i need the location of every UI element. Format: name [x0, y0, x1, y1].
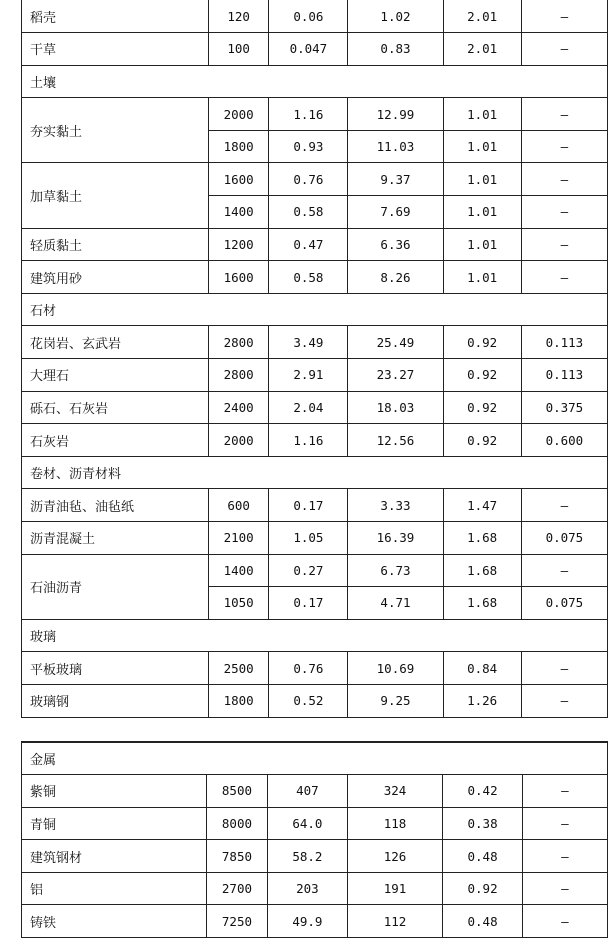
material-name: 稻壳 [22, 0, 209, 33]
value-cell: 1.16 [269, 98, 348, 131]
material-name: 砾石、石灰岩 [22, 391, 209, 424]
value-cell: 1.01 [443, 130, 521, 163]
value-cell: 1.01 [443, 228, 521, 261]
table-row [22, 775, 608, 808]
table-row [22, 359, 608, 392]
value-cell: 1.01 [443, 98, 521, 131]
value-cell: 25.49 [348, 326, 443, 359]
category-label: 石材 [22, 293, 608, 326]
value-cell: 8500 [206, 775, 267, 808]
value-cell: — [521, 261, 607, 294]
value-cell: 0.075 [521, 587, 607, 620]
value-cell: 0.47 [269, 228, 348, 261]
value-cell: — [521, 33, 607, 66]
value-cell: 0.84 [443, 652, 521, 685]
material-name: 夯实黏土 [22, 98, 209, 163]
table-row [22, 228, 608, 261]
value-cell: 1600 [208, 163, 268, 196]
value-cell: 2000 [208, 98, 268, 131]
value-cell: — [521, 652, 607, 685]
category-label: 卷材、沥青材料 [22, 456, 608, 489]
value-cell: 1.01 [443, 196, 521, 229]
value-cell: 0.075 [521, 522, 607, 555]
value-cell: 7850 [206, 840, 267, 873]
value-cell: 2800 [208, 326, 268, 359]
value-cell: 12.56 [348, 424, 443, 457]
value-cell: 2400 [208, 391, 268, 424]
category-row [22, 456, 608, 489]
material-name: 沥青油毡、油毡纸 [22, 489, 209, 522]
table-row [22, 33, 608, 66]
value-cell: 2.01 [443, 0, 521, 33]
value-cell: — [521, 163, 607, 196]
value-cell: 3.49 [269, 326, 348, 359]
value-cell: 9.25 [348, 684, 443, 717]
value-cell: 1.68 [443, 522, 521, 555]
table-row [22, 326, 608, 359]
value-cell: 1.26 [443, 684, 521, 717]
material-name: 平板玻璃 [22, 652, 209, 685]
value-cell: 18.03 [348, 391, 443, 424]
value-cell: 0.52 [269, 684, 348, 717]
value-cell: 2100 [208, 522, 268, 555]
value-cell: — [521, 196, 607, 229]
material-name: 铝 [22, 872, 207, 905]
category-label: 土壤 [22, 65, 608, 98]
value-cell: 0.375 [521, 391, 607, 424]
value-cell: 0.76 [269, 163, 348, 196]
value-cell: 1.68 [443, 554, 521, 587]
table-row [22, 684, 608, 717]
table-row [22, 652, 608, 685]
table-row [22, 807, 608, 840]
material-name: 石油沥青 [22, 554, 209, 619]
value-cell: 1.02 [348, 0, 443, 33]
value-cell: 0.17 [269, 489, 348, 522]
value-cell: 1.05 [269, 522, 348, 555]
value-cell: — [522, 775, 607, 808]
materials-table-upper [21, 0, 608, 718]
value-cell: 1600 [208, 261, 268, 294]
value-cell: 0.113 [521, 359, 607, 392]
value-cell: 1.16 [269, 424, 348, 457]
value-cell: 0.48 [443, 905, 523, 938]
value-cell: 49.9 [268, 905, 348, 938]
value-cell: 407 [268, 775, 348, 808]
value-cell: 6.73 [348, 554, 443, 587]
value-cell: — [522, 905, 607, 938]
materials-table-lower [21, 741, 608, 938]
value-cell: 8.26 [348, 261, 443, 294]
material-name: 青铜 [22, 807, 207, 840]
value-cell: — [521, 554, 607, 587]
value-cell: 0.58 [269, 196, 348, 229]
table-row [22, 0, 608, 33]
material-name: 加草黏土 [22, 163, 209, 228]
value-cell: — [521, 0, 607, 33]
value-cell: 191 [347, 872, 443, 905]
value-cell: 1800 [208, 684, 268, 717]
category-row [22, 65, 608, 98]
value-cell: 0.76 [269, 652, 348, 685]
value-cell: 58.2 [268, 840, 348, 873]
value-cell: 64.0 [268, 807, 348, 840]
value-cell: — [521, 489, 607, 522]
table-row [22, 905, 608, 938]
value-cell: 0.92 [443, 326, 521, 359]
value-cell: 7.69 [348, 196, 443, 229]
value-cell: 0.92 [443, 424, 521, 457]
value-cell: 0.92 [443, 872, 523, 905]
material-name: 铸铁 [22, 905, 207, 938]
table-row [22, 163, 608, 196]
material-name: 紫铜 [22, 775, 207, 808]
material-name: 干草 [22, 33, 209, 66]
table-row [22, 840, 608, 873]
value-cell: 1400 [208, 196, 268, 229]
value-cell: 2.04 [269, 391, 348, 424]
value-cell: 4.71 [348, 587, 443, 620]
material-name: 大理石 [22, 359, 209, 392]
table-row [22, 554, 608, 587]
table-row [22, 522, 608, 555]
value-cell: 8000 [206, 807, 267, 840]
category-row [22, 742, 608, 775]
value-cell: 120 [208, 0, 268, 33]
value-cell: 118 [347, 807, 443, 840]
material-name: 花岗岩、玄武岩 [22, 326, 209, 359]
value-cell: 0.83 [348, 33, 443, 66]
value-cell: 2700 [206, 872, 267, 905]
table-row [22, 98, 608, 131]
value-cell: — [521, 98, 607, 131]
value-cell: 1400 [208, 554, 268, 587]
value-cell: 2.01 [443, 33, 521, 66]
value-cell: 2500 [208, 652, 268, 685]
value-cell: 0.06 [269, 0, 348, 33]
value-cell: — [522, 872, 607, 905]
value-cell: 112 [347, 905, 443, 938]
value-cell: 11.03 [348, 130, 443, 163]
value-cell: 1.01 [443, 261, 521, 294]
material-name: 轻质黏土 [22, 228, 209, 261]
value-cell: 324 [347, 775, 443, 808]
value-cell: 1800 [208, 130, 268, 163]
value-cell: 0.93 [269, 130, 348, 163]
value-cell: — [521, 130, 607, 163]
value-cell: 1.68 [443, 587, 521, 620]
value-cell: 2800 [208, 359, 268, 392]
value-cell: — [522, 807, 607, 840]
value-cell: 0.58 [269, 261, 348, 294]
value-cell: 0.600 [521, 424, 607, 457]
table-row [22, 261, 608, 294]
value-cell: 9.37 [348, 163, 443, 196]
category-label: 金属 [22, 742, 608, 775]
value-cell: — [522, 840, 607, 873]
value-cell: 0.48 [443, 840, 523, 873]
value-cell: 0.92 [443, 359, 521, 392]
table-row [22, 872, 608, 905]
value-cell: 1.01 [443, 163, 521, 196]
value-cell: 23.27 [348, 359, 443, 392]
value-cell: 1200 [208, 228, 268, 261]
value-cell: — [521, 228, 607, 261]
value-cell: 126 [347, 840, 443, 873]
table-row [22, 489, 608, 522]
value-cell: 0.92 [443, 391, 521, 424]
category-row [22, 293, 608, 326]
value-cell: 0.047 [269, 33, 348, 66]
material-name: 石灰岩 [22, 424, 209, 457]
value-cell: 10.69 [348, 652, 443, 685]
table-row [22, 391, 608, 424]
value-cell: 1050 [208, 587, 268, 620]
value-cell: 2000 [208, 424, 268, 457]
value-cell: 0.42 [443, 775, 523, 808]
material-name: 沥青混凝土 [22, 522, 209, 555]
value-cell: 203 [268, 872, 348, 905]
category-label: 玻璃 [22, 619, 608, 652]
value-cell: 6.36 [348, 228, 443, 261]
value-cell: 600 [208, 489, 268, 522]
value-cell: 1.47 [443, 489, 521, 522]
value-cell: 16.39 [348, 522, 443, 555]
material-name: 建筑钢材 [22, 840, 207, 873]
value-cell: 12.99 [348, 98, 443, 131]
category-row [22, 619, 608, 652]
value-cell: 3.33 [348, 489, 443, 522]
material-name: 玻璃钢 [22, 684, 209, 717]
value-cell: 0.27 [269, 554, 348, 587]
material-name: 建筑用砂 [22, 261, 209, 294]
table-row [22, 424, 608, 457]
value-cell: 7250 [206, 905, 267, 938]
value-cell: 0.38 [443, 807, 523, 840]
value-cell: 0.113 [521, 326, 607, 359]
value-cell: 2.91 [269, 359, 348, 392]
value-cell: — [521, 684, 607, 717]
value-cell: 0.17 [269, 587, 348, 620]
value-cell: 100 [208, 33, 268, 66]
